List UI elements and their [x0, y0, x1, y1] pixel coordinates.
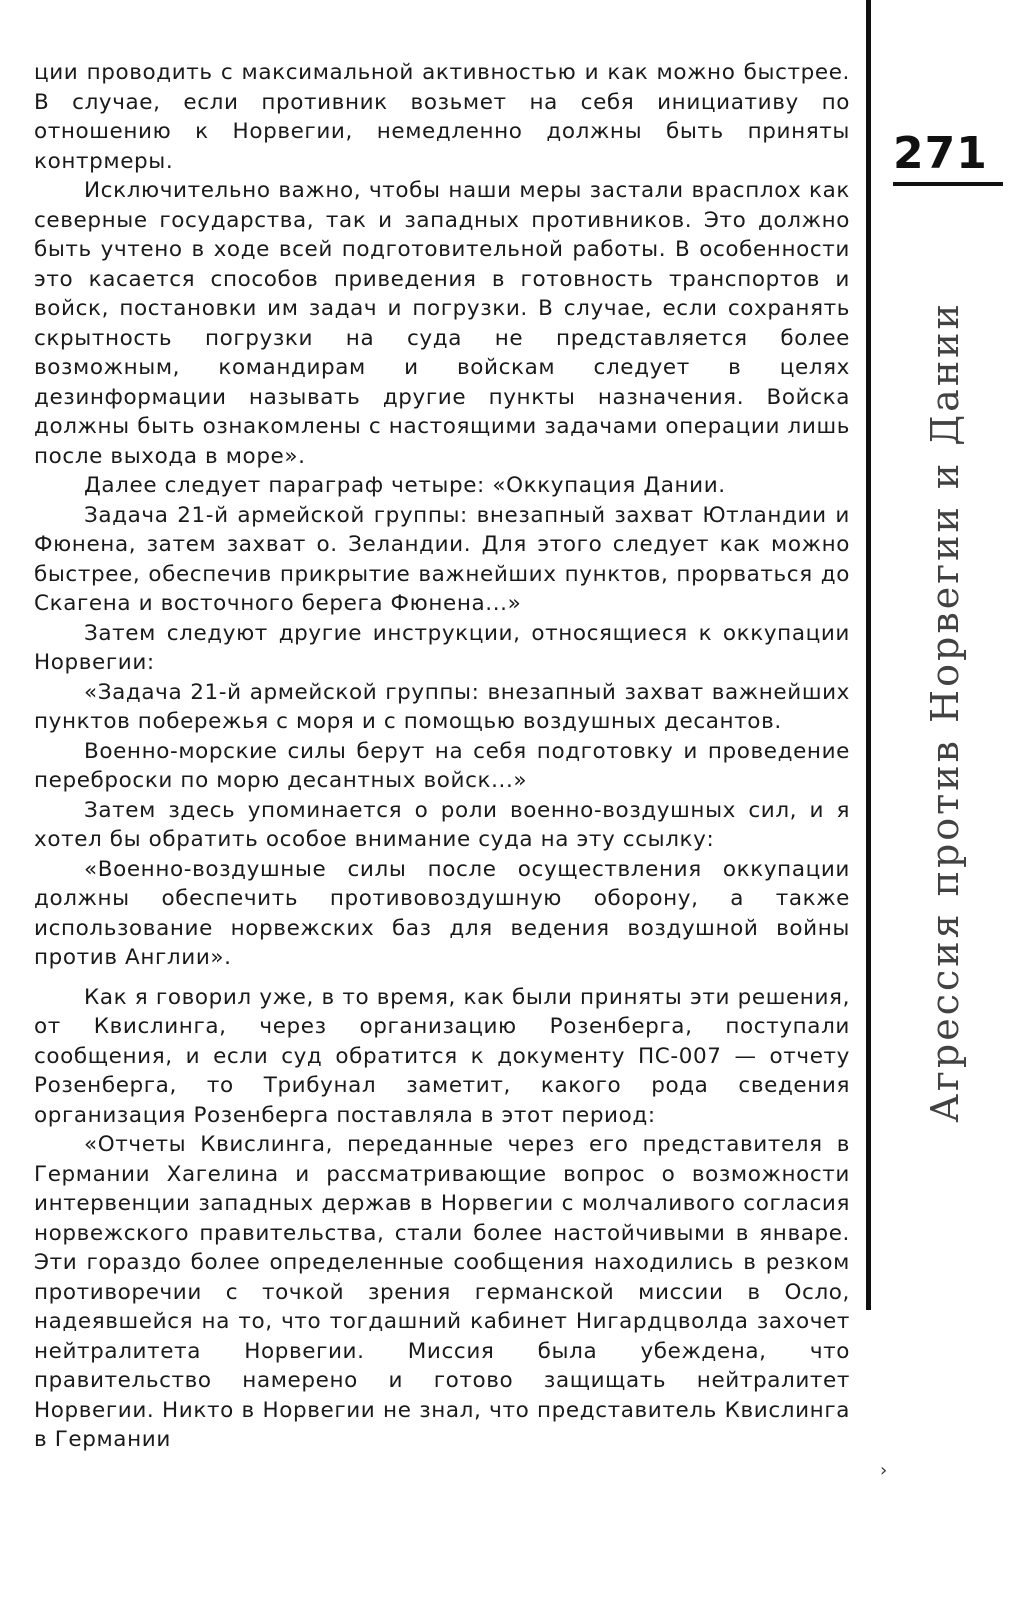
paragraph-2: Исключительно важно, чтобы наши меры застали врасплох как северные государства, так и западных противников. Это должно быть учтено в ходе всей подготовительной работы. В особенности это касается способов приведения в готовность транспортов и войск, постановки им задач и погрузки. В случае, если сохранять скрытность погрузки на суда не представляется более возможным, командирам и войскам следует в целях дезинформации называть другие пункты назначения. Войска должны быть ознакомлены с настоящими задачами операции лишь после выхода в море». [34, 178, 850, 469]
margin-mark: › [880, 1460, 888, 1481]
paragraph-11: «Отчеты Квислинга, переданные через его представителя в Германии Хагелина и рассматривающие вопрос о возможности интервенции западных держав в Норвегии с молчаливого согласия норвежского правительства, стали более настойчивыми в январе. Эти гораздо более определенные сообщения находились в резком противоречии с точкой зрения германской миссии в Осло, надеявшейся на то, что тогдашний кабинет Нигардцволда захочет нейтралитета Норвегии. Миссия была убеждена, что правительство намерено и готово защищать нейтралитет Норвегии. Никто в Норвегии не знал, что представитель Квислинга в Германии [34, 1132, 850, 1452]
paragraph-7: Военно-морские силы берут на себя подготовку и проведение переброски по морю десантных войск...» [34, 738, 850, 793]
paragraph-8: Затем здесь упоминается о роли военно-воздушных сил, и я хотел бы обратить особое внимание суда на эту ссылку: [34, 797, 850, 852]
running-head: Агрессия против Норвегии и Дании [923, 301, 967, 1123]
paragraph-10: Как я говорил уже, в то время, как были приняты эти решения, от Квислинга, через организацию Розенберга, поступали сообщения, и если суд обратится к документу ПС-007 — отчету Розенберга, то Трибунал заметит, какого рода сведения организация Розенберга поставляла в этот период: [34, 984, 850, 1128]
margin-rule [866, 0, 871, 1310]
paragraph-9: «Военно-воздушные силы после осуществления оккупации должны обеспечить противовоздушную оборону, а также использование норвежских баз для ведения воздушной войны против Англии». [34, 856, 850, 970]
page-number: 271 [893, 128, 988, 179]
paragraph-4: Задача 21-й армейской группы: внезапный захват Ютландии и Фюнена, затем захват о. Зеландии. Для этого следует как можно быстрее, обеспечив прикрытие важнейших пунктов, прорваться до Скагена и восточного берега Фюнена...» [34, 502, 850, 616]
paragraph-6: «Задача 21-й армейской группы: внезапный захват важнейших пунктов побережья с моря и с помощью воздушных десантов. [34, 679, 850, 734]
paragraph-1: ции проводить с максимальной активностью и как можно быстрее. В случае, если противник возьмет на себя инициативу по отношению к Норвегии, немедленно должны быть приняты контрмеры. [34, 60, 850, 174]
body-text [34, 58, 850, 1455]
paragraph-5: Затем следуют другие инструкции, относящиеся к оккупации Норвегии: [34, 620, 850, 675]
paragraph-3: Далее следует параграф четыре: «Оккупация Дании. [84, 473, 726, 498]
page-number-underline [893, 182, 1003, 186]
